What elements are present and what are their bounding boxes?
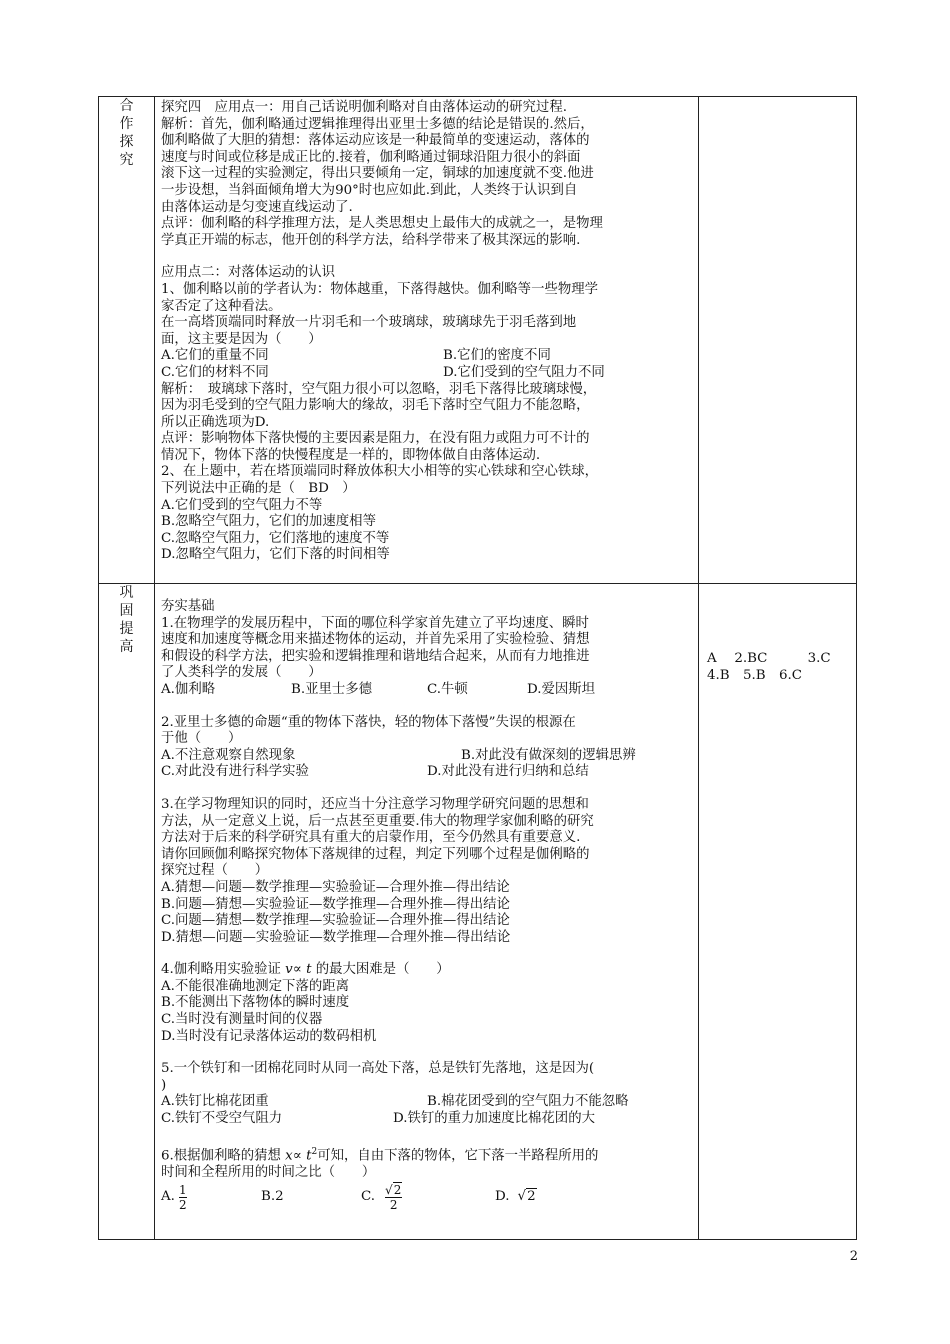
option: D.铁钉的重力加速度比棉花团的大 [393, 1111, 595, 1127]
option: D.它们受到的空气阻力不同 [443, 364, 605, 380]
option: C.对此没有进行科学实验 [161, 764, 309, 780]
exponent: 2 [311, 1146, 318, 1157]
text-line: 了人类科学的发展（ ） [161, 665, 322, 681]
text-line: 因为羽毛受到的空气阻力影响大的缘故，羽毛下落时空气阻力不能忽略， [161, 398, 590, 414]
option: B.亚里士多德 [291, 681, 373, 697]
text-line: 下列说法中正确的是（ BD ） [161, 481, 356, 497]
option: C.牛顿 [427, 681, 468, 697]
text-line: 家否定了这种看法。 [161, 298, 282, 314]
text-line: 和假设的科学方法，把实验和逻辑推理和谐地结合起来，从而有力地推进 [161, 648, 590, 664]
proportional-symbol: ∝ [292, 962, 302, 978]
text-line: 点评：影响物体下落快慢的主要因素是阻力，在没有阻力或阻力可不计的 [161, 431, 590, 447]
exercise-content [155, 584, 698, 1216]
text-line: 1、伽利略以前的学者认为：物体越重，下落得越快。伽利略等一些物理学 [161, 281, 599, 297]
question-6-stem: 6.根据伽利略的猜想 $x\propto t^2$可知，自由下落的物体，它下落一半路程所用的 [161, 1146, 599, 1164]
answer-line: A 2.BC 3.C [707, 651, 831, 666]
option: C.它们的材料不同 [161, 364, 269, 380]
text-line: 方法，从一定意义上说，后一点甚至更重要.伟大的物理学家伽利略的研究 [161, 813, 594, 829]
answer-line: 4.B 5.B 6.C [707, 668, 803, 683]
option: A.猜想—问题—数学推理—实验验证—合理外推—得出结论 [161, 879, 510, 895]
text-line: 方法对于后来的科学研究具有重大的启蒙作用，至今仍然具有重要意义. [161, 830, 581, 846]
option: A.伽利略 [161, 681, 216, 697]
text-line: 于他（ ） [161, 731, 242, 747]
option: C.铁钉不受空气阻力 [161, 1111, 283, 1127]
options-row [161, 748, 692, 765]
text-line: 速度与时间或位移是成正比的.接着，伽利略通过铜球沿阻力很小的斜面 [161, 149, 581, 165]
spacer [161, 699, 692, 715]
option: B.它们的密度不同 [443, 348, 551, 364]
text-line: 5.一个铁钉和一团棉花同时从同一高处下落，总是铁钉先落地，这是因为( [161, 1061, 595, 1077]
options-row [161, 682, 692, 699]
sqrt: √2 [385, 1183, 402, 1198]
velocity-symbol: v [285, 962, 293, 978]
options-row [161, 1094, 692, 1111]
content-cell [155, 97, 699, 584]
text-line: 2.亚里士多德的命题“重的物体下落快，轻的物体下落慢”失误的根源在 [161, 714, 576, 730]
lesson-table [98, 96, 857, 1240]
content-cell [155, 584, 699, 1240]
row-label-cell [99, 584, 155, 1240]
option: A.它们的重量不同 [161, 348, 269, 364]
text-line: B.忽略空气阻力，它们的加速度相等 [161, 514, 376, 530]
text-line: 所以正确选项为D. [161, 414, 270, 430]
text-line: 应用点二：对落体运动的认识 [161, 265, 336, 281]
text-line: 解析： 玻璃球下落时，空气阻力很小可以忽略，羽毛下落得比玻璃球慢， [161, 381, 597, 397]
spacer [161, 946, 692, 962]
text-line: 由落体运动是匀变速直线运动了. [161, 199, 353, 215]
option: C.当时没有测量时间的仪器 [161, 1012, 323, 1028]
time-symbol: t [306, 1148, 312, 1164]
option: A.不能很准确地测定下落的距离 [161, 978, 350, 994]
proportional-symbol: ∝ [292, 1148, 302, 1164]
option-d: D. √2 [495, 1189, 536, 1205]
text-line: 探究过程（ ） [161, 863, 269, 879]
option: D.当时没有记录落体运动的数码相机 [161, 1028, 377, 1044]
time-symbol: t [306, 962, 312, 978]
text-line: 情况下，物体下落的快慢程度是一样的，即物体做自由落体运动. [161, 447, 541, 463]
section-label: 巩固提高 [119, 585, 134, 655]
option: C.问题—猜想—数学推理—实验验证—合理外推—得出结论 [161, 913, 510, 929]
option-b: B.2 [261, 1189, 284, 1205]
text-line: 1.在物理学的发展历程中，下面的哪位科学家首先建立了平均速度、瞬时 [161, 615, 589, 631]
inquiry-content [155, 97, 698, 568]
notes-cell [699, 97, 857, 584]
option: B.棉花团受到的空气阻力不能忽略 [427, 1094, 629, 1110]
options-row [161, 1183, 692, 1212]
section-label: 合作探究 [119, 98, 134, 168]
text-line: 面，这主要是因为（ ） [161, 331, 322, 347]
option: D.对此没有进行归纳和总结 [427, 764, 589, 780]
text-line: 3.在学习物理知识的同时，还应当十分注意学习物理学研究问题的思想和 [161, 796, 589, 812]
spacer [161, 1045, 692, 1061]
option: D.爱因斯坦 [527, 681, 596, 697]
option: B.问题—猜想—实验验证—数学推理—合理外推—得出结论 [161, 896, 510, 912]
exercise-heading: 夯实基础 [161, 599, 215, 614]
option-a: A. $\frac{1}{2}$ [161, 1183, 187, 1213]
text-line: 解析：首先，伽利略通过逻辑推理得出亚里士多德的结论是错误的.然后， [161, 116, 594, 132]
text-line: D.忽略空气阻力，它们下落的时间相等 [161, 547, 390, 563]
answer-key [699, 650, 856, 684]
option: B.不能测出下落物体的瞬时速度 [161, 995, 350, 1011]
options-row [161, 348, 692, 365]
spacer [161, 781, 692, 797]
sqrt: √2 [517, 1189, 536, 1205]
option: B.对此没有做深刻的逻辑思辨 [461, 747, 636, 763]
text-line: 时间和全程所用的时间之比（ ） [161, 1164, 376, 1180]
text-line: 2、在上题中，若在塔顶端同时释放体积大小相等的实心铁球和空心铁球， [161, 464, 599, 480]
spacer [161, 249, 692, 265]
cooperative-inquiry-row [99, 97, 857, 584]
fraction: $\frac{√2}{2}$ [385, 1183, 402, 1213]
fraction: $\frac{1}{2}$ [178, 1183, 187, 1213]
text-line: 在一高塔顶端同时释放一片羽毛和一个玻璃球，玻璃球先于羽毛落到地 [161, 315, 577, 331]
answers-cell [699, 584, 857, 1240]
option: A.不注意观察自然现象 [161, 747, 296, 763]
text-line: 点评：伽利略的科学推理方法，是人类思想史上最伟大的成就之一，是物理 [161, 216, 603, 232]
text-line: 伽利略做了大胆的猜想：落体运动应该是一种最简单的变速运动，落体的 [161, 133, 590, 149]
text-line: 速度和加速度等概念用来描述物体的运动，并首先采用了实验检验、猜想 [161, 632, 590, 648]
question-4-stem: 4.伽利略用实验验证 v∝ t 的最大困难是（ ） [161, 962, 450, 978]
text-line: A.它们受到的空气阻力不等 [161, 497, 323, 513]
consolidation-row [99, 584, 857, 1240]
text-line: C.忽略空气阻力，它们落地的速度不等 [161, 530, 390, 546]
text-line: 一步设想，当斜面倾角增大为90°时也应如此.到此，人类终于认识到自 [161, 182, 578, 198]
text-line: 请你回顾伽利略探究物体下落规律的过程，判定下列哪个过程是伽俐略的 [161, 846, 590, 862]
distance-symbol: x [285, 1148, 293, 1164]
options-row [161, 365, 692, 382]
options-row [161, 1111, 692, 1128]
option-c: C. $\frac{√2}{2}$ [361, 1183, 402, 1213]
options-row [161, 764, 692, 781]
spacer [161, 1128, 692, 1144]
text-line: 滚下这一过程的实验测定，得出只要倾角一定，铜球的加速度就不变.他进 [161, 166, 594, 182]
text-line: 探究四 应用点一：用自己话说明伽利略对自由落体运动的研究过程. [161, 100, 567, 115]
text-line: ) [161, 1077, 167, 1093]
option: A.铁钉比棉花团重 [161, 1094, 269, 1110]
text-line: 学真正开端的标志，他开创的科学方法，给科学带来了极其深远的影响. [161, 232, 581, 248]
option: D.猜想—问题—实验验证—数学推理—合理外推—得出结论 [161, 929, 511, 945]
row-label-cell [99, 97, 155, 584]
page-number: 2 [849, 1249, 858, 1264]
